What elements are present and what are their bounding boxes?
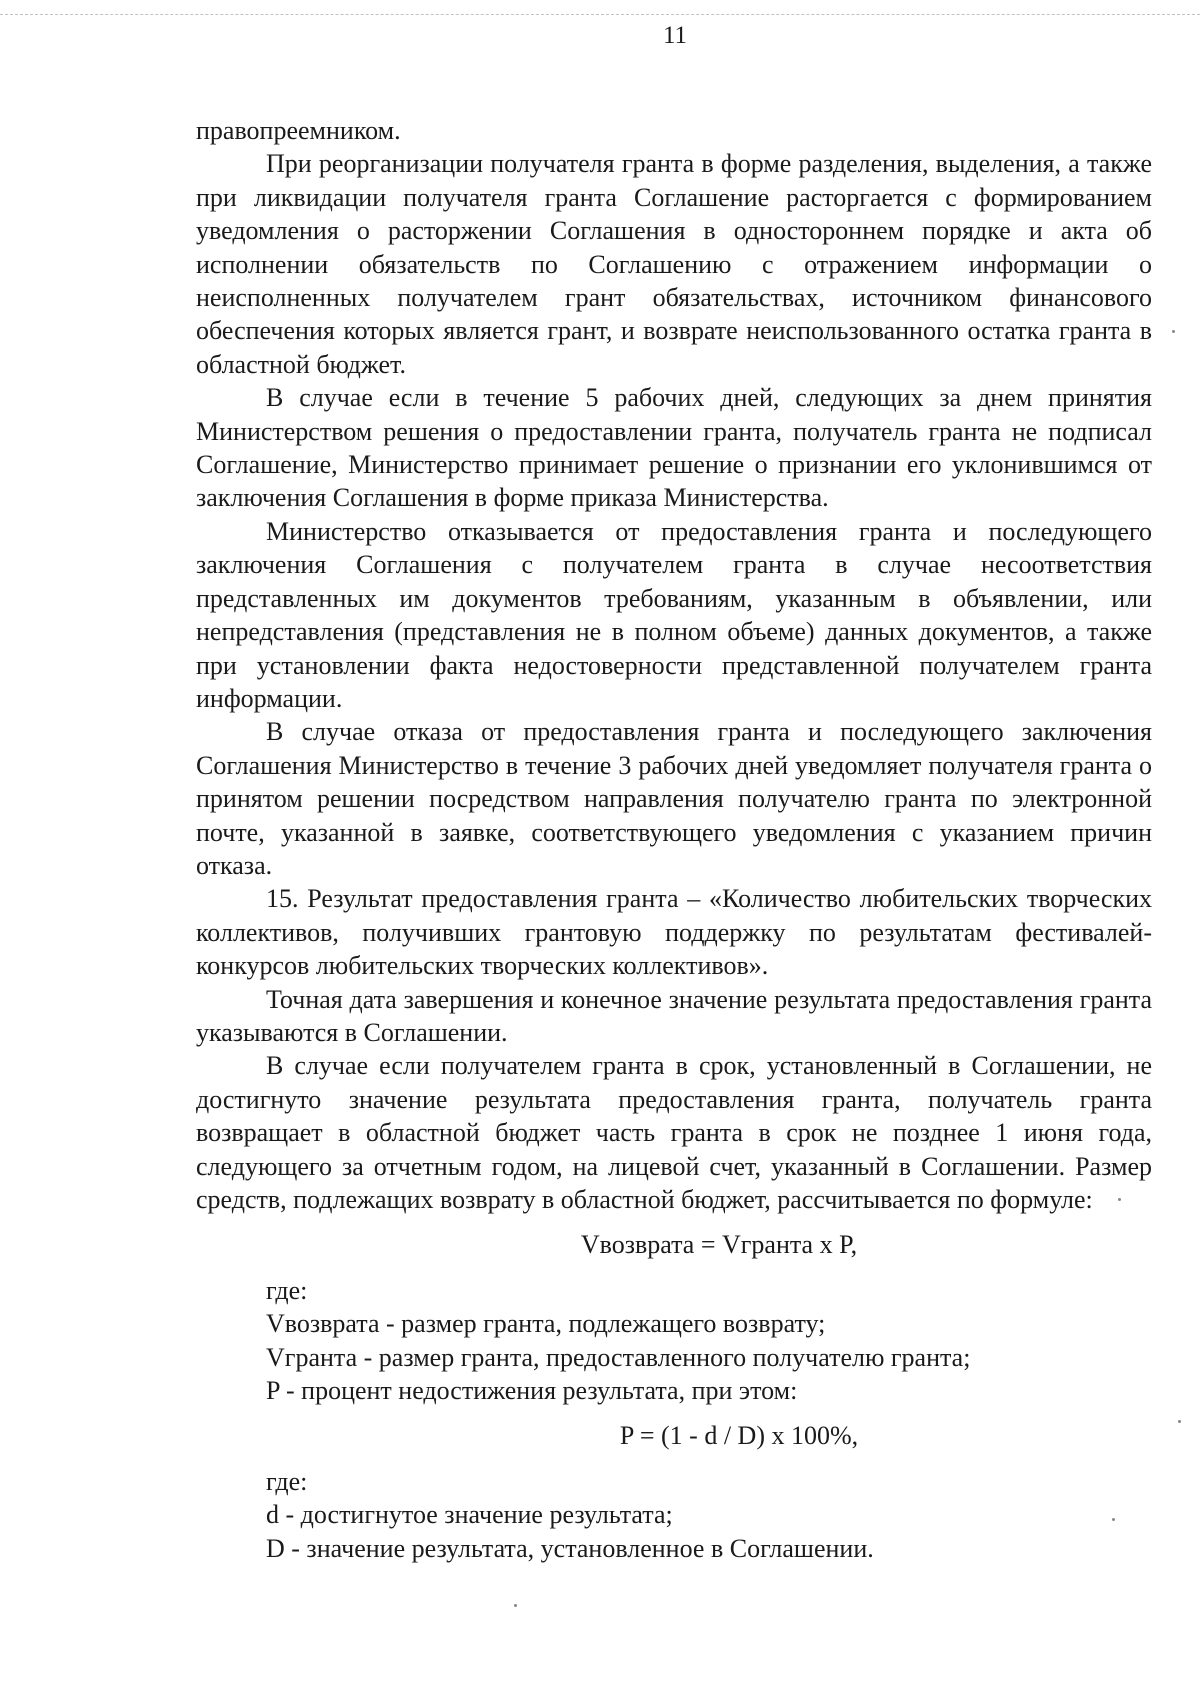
scan-speck — [1118, 1198, 1121, 1201]
scan-top-edge — [0, 14, 1200, 19]
scan-speck — [1112, 1518, 1115, 1521]
paragraph-item-15-result: 15. Результат предоставления гранта – «Количество любительских творческих коллективов, получивших грантовую поддержку по результатам фестивалей-конкурсов любительских творческих коллективов». — [196, 884, 1152, 981]
scan-speck — [1178, 1420, 1181, 1423]
paragraph-reorganization: При реорганизации получателя гранта в форме разделения, выделения, а также при ликвидации получателя гранта Соглашение расторгается с формированием уведомления о расторжении Соглашения в одностороннем порядке и акта об исполнении обязательств по Соглашению с отражением информации о неисполненных получателем грант обязательствах, источником финансового обеспечения которых является грант, и возврате неиспользованного остатка гранта в областной бюджет. — [196, 149, 1152, 379]
paragraph-continuation: правопреемником. — [196, 116, 401, 145]
formula-percent-def-d-big: D - значение результата, установленное в Соглашении. — [266, 1533, 874, 1563]
paragraph-refusal-notice: В случае отказа от предоставления гранта и последующего заключения Соглашения Министерство в течение 3 рабочих дней уведомляет получателя гранта о принятом решении посредством направления получателю гранта по электронной почте, указанной в заявке, соответствующего уведомления с указанием причин отказа. — [196, 717, 1152, 880]
formula-refund-def-vgranta: Vгранта - размер гранта, предоставленного получателю гранта; — [266, 1342, 971, 1372]
page-number: 11 — [662, 22, 688, 49]
scan-speck — [1172, 330, 1175, 333]
formula-percent-def-d-small: d - достигнутое значение результата; — [266, 1500, 673, 1530]
paragraph-refund-rule: В случае если получателем гранта в срок, установленный в Соглашении, не достигнуто значение результата предоставления гранта, получатель гранта возвращает в областной бюджет часть гранта в срок не позднее 1 июня года, следующего за отчетным годом, на лицевой счет, указанный в Соглашении. Размер средств, подлежащих возврату в областной бюджет, рассчитывается по формуле: — [196, 1051, 1152, 1214]
scan-speck — [514, 1604, 517, 1607]
paragraph-refusal-grounds: Министерство отказывается от предоставления гранта и последующего заключения Соглашения с получателем гранта в случае несоответствия представленных им документов требованиям, указанным в объявлении, или непредставления (представления не в полном объеме) данных документов, а также при установлении факта недостоверности представленной получателем гранта информации. — [196, 516, 1152, 713]
formula-refund-where: где: — [266, 1275, 308, 1305]
formula-refund-def-vvozvrata: Vвозврата - размер гранта, подлежащего возврату; — [266, 1309, 826, 1339]
document-body — [196, 114, 1152, 1565]
formula-refund-def-p: P - процент недостижения результата, при этом: — [266, 1376, 798, 1406]
formula-percent: P = (1 - d / D) x 100%, — [619, 1421, 859, 1451]
formula-percent-where: где: — [266, 1466, 308, 1496]
formula-refund: Vвозврата = Vгранта x P, — [580, 1230, 858, 1260]
paragraph-unsigned-agreement: В случае если в течение 5 рабочих дней, следующих за днем принятия Министерством решения о предоставлении гранта, получатель гранта не подписал Соглашение, Министерство принимает решение о признании его уклонившимся от заключения Соглашения в форме приказа Министерства. — [196, 383, 1152, 513]
paragraph-completion-date: Точная дата завершения и конечное значение результата предоставления гранта указываются в Соглашении. — [196, 984, 1152, 1047]
